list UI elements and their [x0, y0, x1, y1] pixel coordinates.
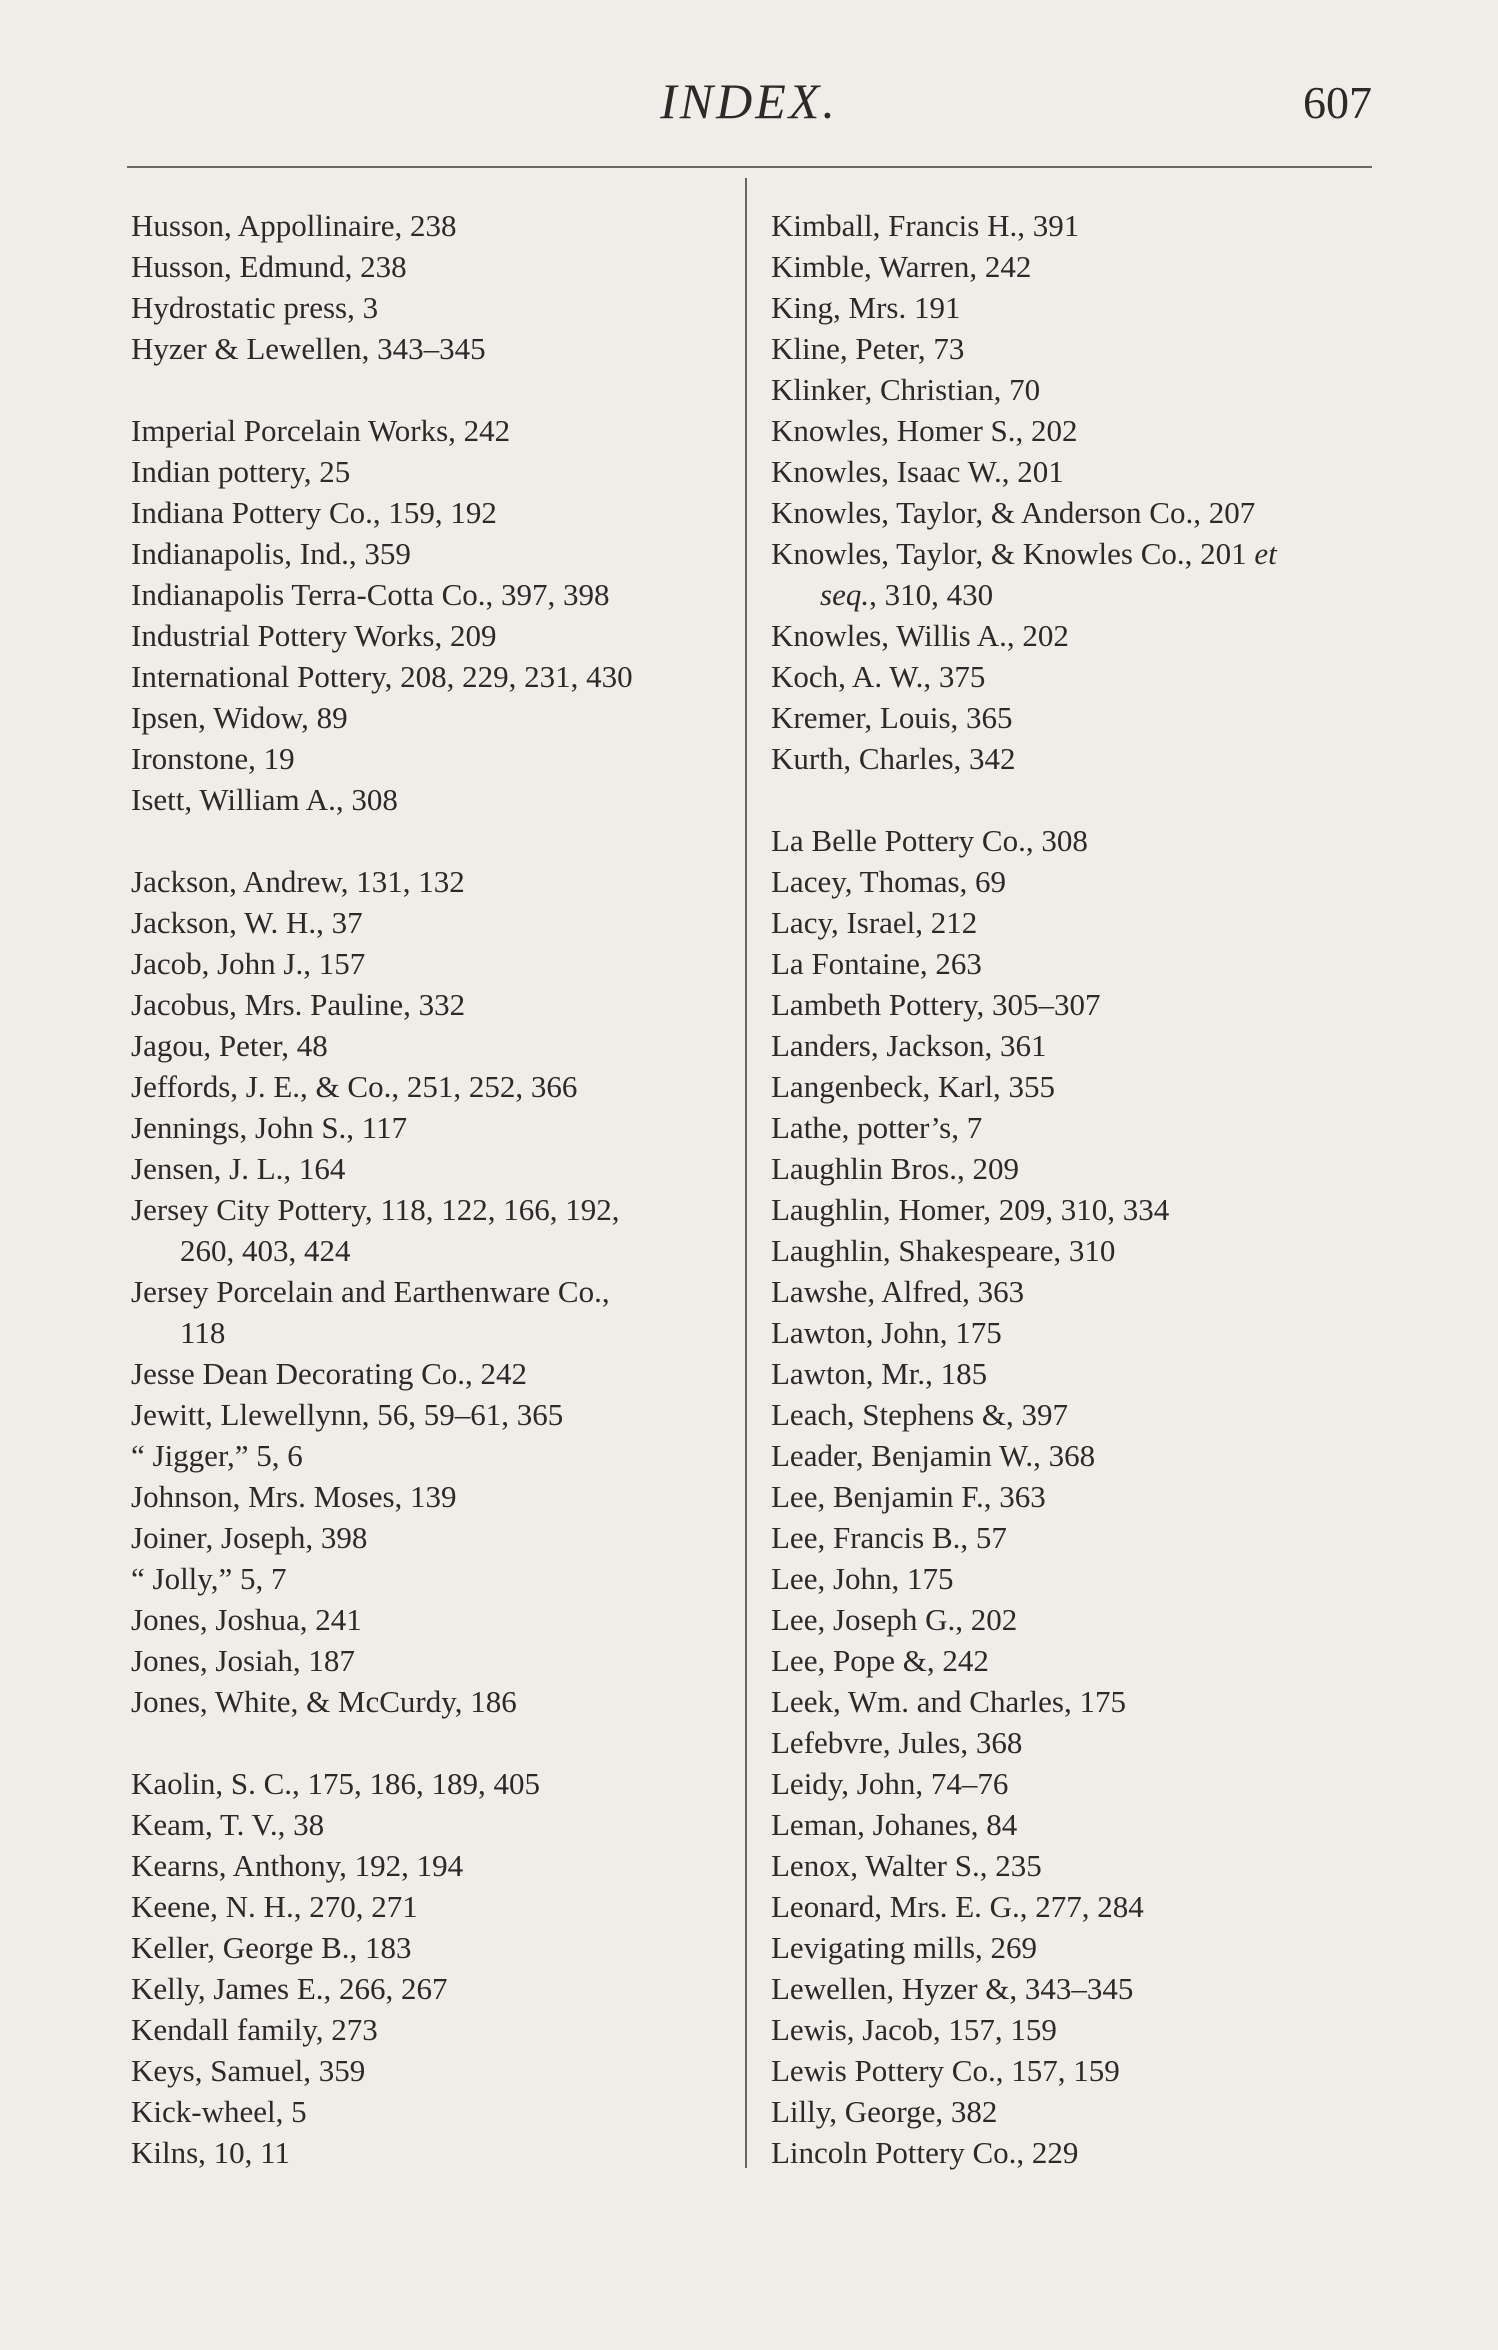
- index-entry: Lefebvre, Jules, 368: [771, 1725, 1023, 1760]
- index-entry: Jewitt, Llewellynn, 56, 59–61, 365: [131, 1397, 564, 1432]
- index-entry: Levigating mills, 269: [771, 1930, 1038, 1965]
- index-entry: Lee, Pope &, 242: [771, 1643, 989, 1678]
- index-entry: Jackson, W. H., 37: [131, 905, 363, 940]
- index-entry: Ironstone, 19: [131, 741, 295, 776]
- index-entry: Keam, T. V., 38: [131, 1807, 325, 1842]
- index-entry-continuation: seq., 310, 430: [820, 577, 994, 612]
- index-entry: Kurth, Charles, 342: [771, 741, 1016, 776]
- index-entry: Jones, Josiah, 187: [131, 1643, 355, 1678]
- index-entry: Jagou, Peter, 48: [131, 1028, 328, 1063]
- index-entry: Laughlin, Homer, 209, 310, 334: [771, 1192, 1170, 1227]
- index-entry: Jones, Joshua, 241: [131, 1602, 362, 1637]
- index-entry: Jersey Porcelain and Earthenware Co.,: [131, 1274, 610, 1309]
- index-entry: Imperial Porcelain Works, 242: [131, 413, 511, 448]
- index-entry: Joiner, Joseph, 398: [131, 1520, 368, 1555]
- index-entry: Koch, A. W., 375: [771, 659, 986, 694]
- index-entry: Leader, Benjamin W., 368: [771, 1438, 1096, 1473]
- index-entry: Kremer, Louis, 365: [771, 700, 1013, 735]
- index-entry: Lawshe, Alfred, 363: [771, 1274, 1025, 1309]
- index-spacer: [131, 820, 731, 861]
- index-entry-continuation: 118: [180, 1315, 226, 1350]
- index-entry: Jacob, John J., 157: [131, 946, 366, 981]
- index-column-right: [771, 205, 1381, 2173]
- index-entry: Lacey, Thomas, 69: [771, 864, 1007, 899]
- index-entry: Jackson, Andrew, 131, 132: [131, 864, 465, 899]
- index-entry: Knowles, Taylor, & Knowles Co., 201 et: [771, 536, 1277, 571]
- index-entry: Leman, Johanes, 84: [771, 1807, 1018, 1842]
- index-entry: Lawton, John, 175: [771, 1315, 1002, 1350]
- index-entry: “ Jolly,” 5, 7: [131, 1561, 287, 1596]
- index-entry: Ipsen, Widow, 89: [131, 700, 348, 735]
- index-entry: La Fontaine, 263: [771, 946, 982, 981]
- index-entry: King, Mrs. 191: [771, 290, 961, 325]
- index-entry: Lenox, Walter S., 235: [771, 1848, 1042, 1883]
- index-entry: Knowles, Taylor, & Anderson Co., 207: [771, 495, 1256, 530]
- index-entry: Indiana Pottery Co., 159, 192: [131, 495, 497, 530]
- index-entry: Kimball, Francis H., 391: [771, 208, 1080, 243]
- page-title: INDEX.: [660, 73, 838, 129]
- index-entry: Jersey City Pottery, 118, 122, 166, 192,: [131, 1192, 620, 1227]
- index-entry-continuation: 260, 403, 424: [180, 1233, 351, 1268]
- index-entry: Klinker, Christian, 70: [771, 372, 1041, 407]
- index-entry: “ Jigger,” 5, 6: [131, 1438, 303, 1473]
- index-entry: Leek, Wm. and Charles, 175: [771, 1684, 1126, 1719]
- page-number: 607: [1303, 77, 1372, 128]
- index-entry: Lee, John, 175: [771, 1561, 954, 1596]
- index-entry: Jensen, J. L., 164: [131, 1151, 346, 1186]
- index-entry: Hydrostatic press, 3: [131, 290, 379, 325]
- index-entry: Lincoln Pottery Co., 229: [771, 2135, 1079, 2170]
- index-entry: Kearns, Anthony, 192, 194: [131, 1848, 464, 1883]
- index-entry: Indian pottery, 25: [131, 454, 351, 489]
- index-entry: Johnson, Mrs. Moses, 139: [131, 1479, 457, 1514]
- index-entry: Isett, William A., 308: [131, 782, 398, 817]
- index-entry: Kaolin, S. C., 175, 186, 189, 405: [131, 1766, 541, 1801]
- index-entry: Keller, George B., 183: [131, 1930, 412, 1965]
- index-entry: Lawton, Mr., 185: [771, 1356, 988, 1391]
- index-entry: Jacobus, Mrs. Pauline, 332: [131, 987, 466, 1022]
- index-entry: Knowles, Isaac W., 201: [771, 454, 1064, 489]
- index-entry: Leidy, John, 74–76: [771, 1766, 1009, 1801]
- index-entry: Kelly, James E., 266, 267: [131, 1971, 448, 2006]
- index-entry: Laughlin, Shakespeare, 310: [771, 1233, 1116, 1268]
- index-entry: International Pottery, 208, 229, 231, 430: [131, 659, 633, 694]
- index-spacer: [131, 369, 731, 410]
- header-rule: [127, 166, 1372, 168]
- index-entry: Hyzer & Lewellen, 343–345: [131, 331, 486, 366]
- index-entry: Lewellen, Hyzer &, 343–345: [771, 1971, 1134, 2006]
- index-entry: Keene, N. H., 270, 271: [131, 1889, 418, 1924]
- index-entry: Kilns, 10, 11: [131, 2135, 291, 2170]
- index-entry: Lambeth Pottery, 305–307: [771, 987, 1101, 1022]
- index-entry: Indianapolis Terra-Cotta Co., 397, 398: [131, 577, 610, 612]
- index-entry: Lee, Francis B., 57: [771, 1520, 1007, 1555]
- index-column-left: [131, 205, 731, 2173]
- index-entry: Kendall family, 273: [131, 2012, 378, 2047]
- index-entry: Knowles, Homer S., 202: [771, 413, 1078, 448]
- index-spacer: [131, 1722, 731, 1763]
- index-entry: Jesse Dean Decorating Co., 242: [131, 1356, 528, 1391]
- index-entry: Lacy, Israel, 212: [771, 905, 978, 940]
- index-entry: Jennings, John S., 117: [131, 1110, 408, 1145]
- index-entry: Jones, White, & McCurdy, 186: [131, 1684, 517, 1719]
- index-entry: Lathe, potter’s, 7: [771, 1110, 983, 1145]
- index-entry: Lee, Joseph G., 202: [771, 1602, 1018, 1637]
- index-entry: Knowles, Willis A., 202: [771, 618, 1069, 653]
- index-entry: Lewis Pottery Co., 157, 159: [771, 2053, 1120, 2088]
- index-entry: Kline, Peter, 73: [771, 331, 965, 366]
- index-entry: Lilly, George, 382: [771, 2094, 998, 2129]
- index-entry: Laughlin Bros., 209: [771, 1151, 1019, 1186]
- index-entry: Landers, Jackson, 361: [771, 1028, 1047, 1063]
- index-entry: Husson, Edmund, 238: [131, 249, 407, 284]
- index-entry: Lee, Benjamin F., 363: [771, 1479, 1046, 1514]
- index-spacer: [771, 779, 1381, 820]
- index-entry: Langenbeck, Karl, 355: [771, 1069, 1056, 1104]
- index-entry: Husson, Appollinaire, 238: [131, 208, 457, 243]
- index-entry: Lewis, Jacob, 157, 159: [771, 2012, 1057, 2047]
- index-entry: Leach, Stephens &, 397: [771, 1397, 1069, 1432]
- index-entry: Kimble, Warren, 242: [771, 249, 1032, 284]
- index-entry: Industrial Pottery Works, 209: [131, 618, 497, 653]
- column-divider: [745, 178, 747, 2168]
- index-entry: Jeffords, J. E., & Co., 251, 252, 366: [131, 1069, 578, 1104]
- index-entry: Indianapolis, Ind., 359: [131, 536, 411, 571]
- index-entry: La Belle Pottery Co., 308: [771, 823, 1088, 858]
- index-entry: Keys, Samuel, 359: [131, 2053, 366, 2088]
- index-entry: Leonard, Mrs. E. G., 277, 284: [771, 1889, 1144, 1924]
- index-entry: Kick-wheel, 5: [131, 2094, 307, 2129]
